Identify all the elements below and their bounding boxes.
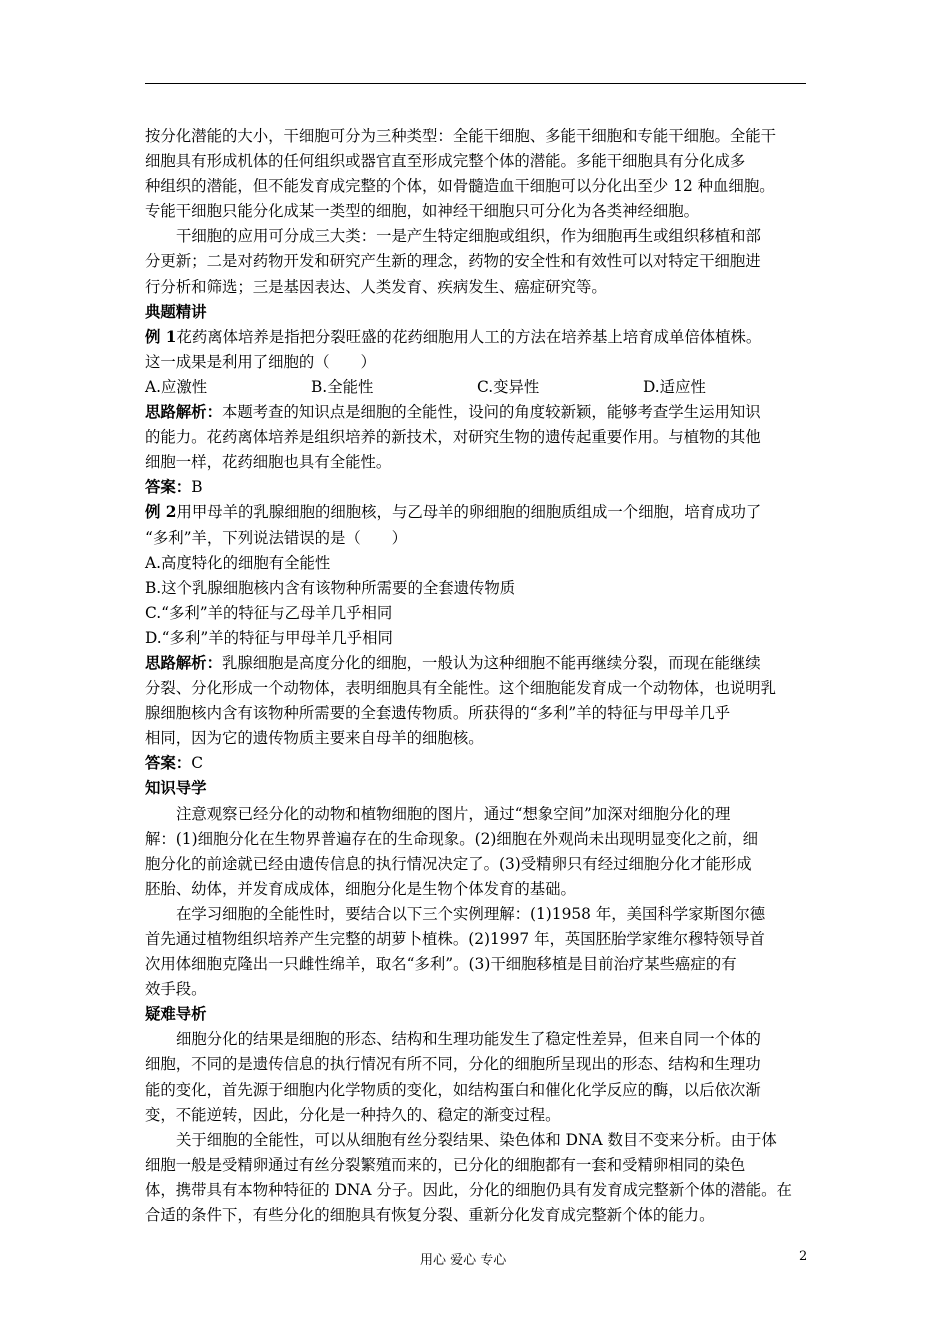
option-b: B.全能性 [311, 377, 374, 396]
option-a: A.应激性 [145, 377, 208, 396]
text-line: 干细胞的应用可分成三大类：一是产生特定细胞或组织，作为细胞再生或组织移植和部 [176, 227, 761, 246]
paragraph-totipotency-examples [145, 902, 810, 1002]
answer-value: C [191, 754, 203, 773]
text-line: 首先通过植物组织培养产生完整的胡萝卜植株。(2)1997 年，英国胚胎学家维尔穆特领导首 [145, 930, 765, 948]
answer-label: 答案： [145, 478, 192, 497]
section-heading-difficulty-analysis: 疑难导析 [145, 1005, 207, 1024]
paragraph-stem-cell-applications [145, 224, 810, 299]
text-line: 在学习细胞的全能性时，要结合以下三个实例理解：(1)1958 年，美国科学家斯图尔德 [176, 904, 766, 923]
example-2-analysis [145, 651, 810, 751]
text-line: 专能干细胞只能分化成某一类型的细胞，如神经干细胞只可分化为各类神经细胞。 [145, 202, 700, 221]
text-line: 变，不能逆转，因此，分化是一种持久的、稳定的渐变过程。 [145, 1105, 561, 1124]
option-d: D.“多利”羊的特征与甲母羊几乎相同 [145, 628, 393, 647]
example-2-options [145, 551, 810, 651]
example-label: 例 1 [145, 327, 177, 346]
option-c: C.“多利”羊的特征与乙母羊几乎相同 [145, 603, 393, 622]
text-line: 行分析和筛选；三是基因表达、人类发育、疾病发生、癌症研究等。 [145, 277, 607, 296]
analysis-label: 思路解析： [145, 653, 222, 672]
document-body [145, 124, 810, 1228]
text-line: 细胞一样，花药细胞也具有全能性。 [145, 453, 392, 472]
paragraph-totipotency-analysis [145, 1128, 810, 1228]
option-d: D.适应性 [643, 377, 706, 396]
text-line: 细胞一般是受精卵通过有丝分裂繁殖而来的，已分化的细胞都有一套和受精卵相同的染色 [145, 1155, 746, 1174]
paragraph-stem-cell-types [145, 124, 810, 224]
answer-label: 答案： [145, 754, 192, 773]
text-line: 乳腺细胞是高度分化的细胞，一般认为这种细胞不能再继续分裂，而现在能继续 [221, 653, 761, 672]
text-line: 细胞具有形成机体的任何组织或器官直至形成完整个体的潜能。多能干细胞具有分化成多 [145, 152, 746, 171]
text-line: 花药离体培养是指把分裂旺盛的花药细胞用人工的方法在培养基上培育成单倍体植株。 [176, 327, 762, 346]
text-line: 注意观察已经分化的动物和植物细胞的图片，通过“想象空间”加深对细胞分化的理 [176, 804, 731, 823]
answer-value: B [191, 478, 203, 497]
text-line: 分裂、分化形成一个动物体，表明细胞具有全能性。这个细胞能发育成一个动物体，也说明乳 [145, 679, 777, 698]
text-line: 能的变化，首先源于细胞内化学物质的变化，如结构蛋白和催化化学反应的酶，以后依次渐 [145, 1080, 761, 1099]
text-line: 解：(1)细胞分化在生物界普遍存在的生命现象。(2)细胞在外观尚未出现明显变化之前，细 [145, 829, 759, 848]
text-line: 次用体细胞克隆出一只雌性绵羊，取名“多利”。(3)干细胞移植是目前治疗某些癌症的有 [145, 955, 737, 974]
header-rule [145, 83, 806, 84]
text-line: 的能力。花药离体培养是组织培养的新技术，对研究生物的遗传起重要作用。与植物的其他 [145, 428, 761, 447]
paragraph-cell-differentiation [145, 802, 810, 902]
text-line: 细胞，不同的是遗传信息的执行情况有所不同，分化的细胞所呈现出的形态、结构和生理功 [145, 1055, 761, 1074]
example-1-answer [145, 475, 810, 500]
text-line: 腺细胞核内含有该物种所需要的全套遗传物质。所获得的“多利”羊的特征与甲母羊几乎 [145, 704, 731, 723]
text-line: 体，携带具有本物种特征的 DNA 分子。因此，分化的细胞仍具有发育成完整新个体的潜能。在 [145, 1180, 792, 1199]
option-a: A.高度特化的细胞有全能性 [145, 553, 331, 572]
example-1-analysis [145, 400, 810, 475]
example-label: 例 2 [145, 503, 177, 522]
option-b: B.这个乳腺细胞核内含有该物种所需要的全套遗传物质 [145, 578, 516, 597]
option-c: C.变异性 [477, 377, 540, 396]
text-line: “多利”羊，下列说法错误的是（ ） [145, 528, 407, 547]
text-line: 这一成果是利用了细胞的（ ） [145, 352, 376, 371]
text-line: 按分化潜能的大小，干细胞可分为三种类型：全能干细胞、多能干细胞和专能干细胞。全能干 [145, 127, 777, 145]
text-line: 用甲母羊的乳腺细胞的细胞核，与乙母羊的卵细胞的细胞质组成一个细胞，培育成功了 [176, 503, 762, 522]
text-line: 关于细胞的全能性，可以从细胞有丝分裂结果、染色体和 DNA 数目不变来分析。由于体 [176, 1130, 777, 1149]
text-line: 相同，因为它的遗传物质主要来自母羊的细胞核。 [145, 729, 484, 748]
example-1-options [145, 375, 810, 400]
text-line: 效手段。 [145, 980, 207, 999]
example-2-answer [145, 751, 810, 776]
paragraph-differentiation-result [145, 1027, 810, 1127]
text-line: 种组织的潜能，但不能发育成完整的个体，如骨髓造血干细胞可以分化出至少 12 种血细胞。 [145, 177, 775, 196]
footer-motto: 用心 爱心 专心 [420, 1253, 507, 1268]
text-line: 细胞分化的结果是细胞的形态、结构和生理功能发生了稳定性差异，但来自同一个体的 [176, 1030, 761, 1049]
text-line: 合适的条件下，有些分化的细胞具有恢复分裂、重新分化发育成完整新个体的能力。 [145, 1206, 715, 1225]
section-heading-examples: 典题精讲 [145, 302, 207, 321]
analysis-label: 思路解析： [145, 403, 222, 422]
text-line: 胞分化的前途就已经由遗传信息的执行情况决定了。(3)受精卵只有经过细胞分化才能形成 [145, 854, 752, 873]
section-heading-knowledge-guide: 知识导学 [145, 779, 207, 798]
text-line: 胚胎、幼体，并发育成成体，细胞分化是生物个体发育的基础。 [145, 879, 576, 898]
example-2-question [145, 500, 810, 550]
text-line: 分更新；二是对药物开发和研究产生新的理念，药物的安全性和有效性可以对特定干细胞进 [145, 252, 761, 271]
example-1-question [145, 325, 810, 375]
text-line: 本题考查的知识点是细胞的全能性，设问的角度较新颖，能够考查学生运用知识 [221, 403, 761, 422]
page-number: 2 [799, 1249, 808, 1264]
